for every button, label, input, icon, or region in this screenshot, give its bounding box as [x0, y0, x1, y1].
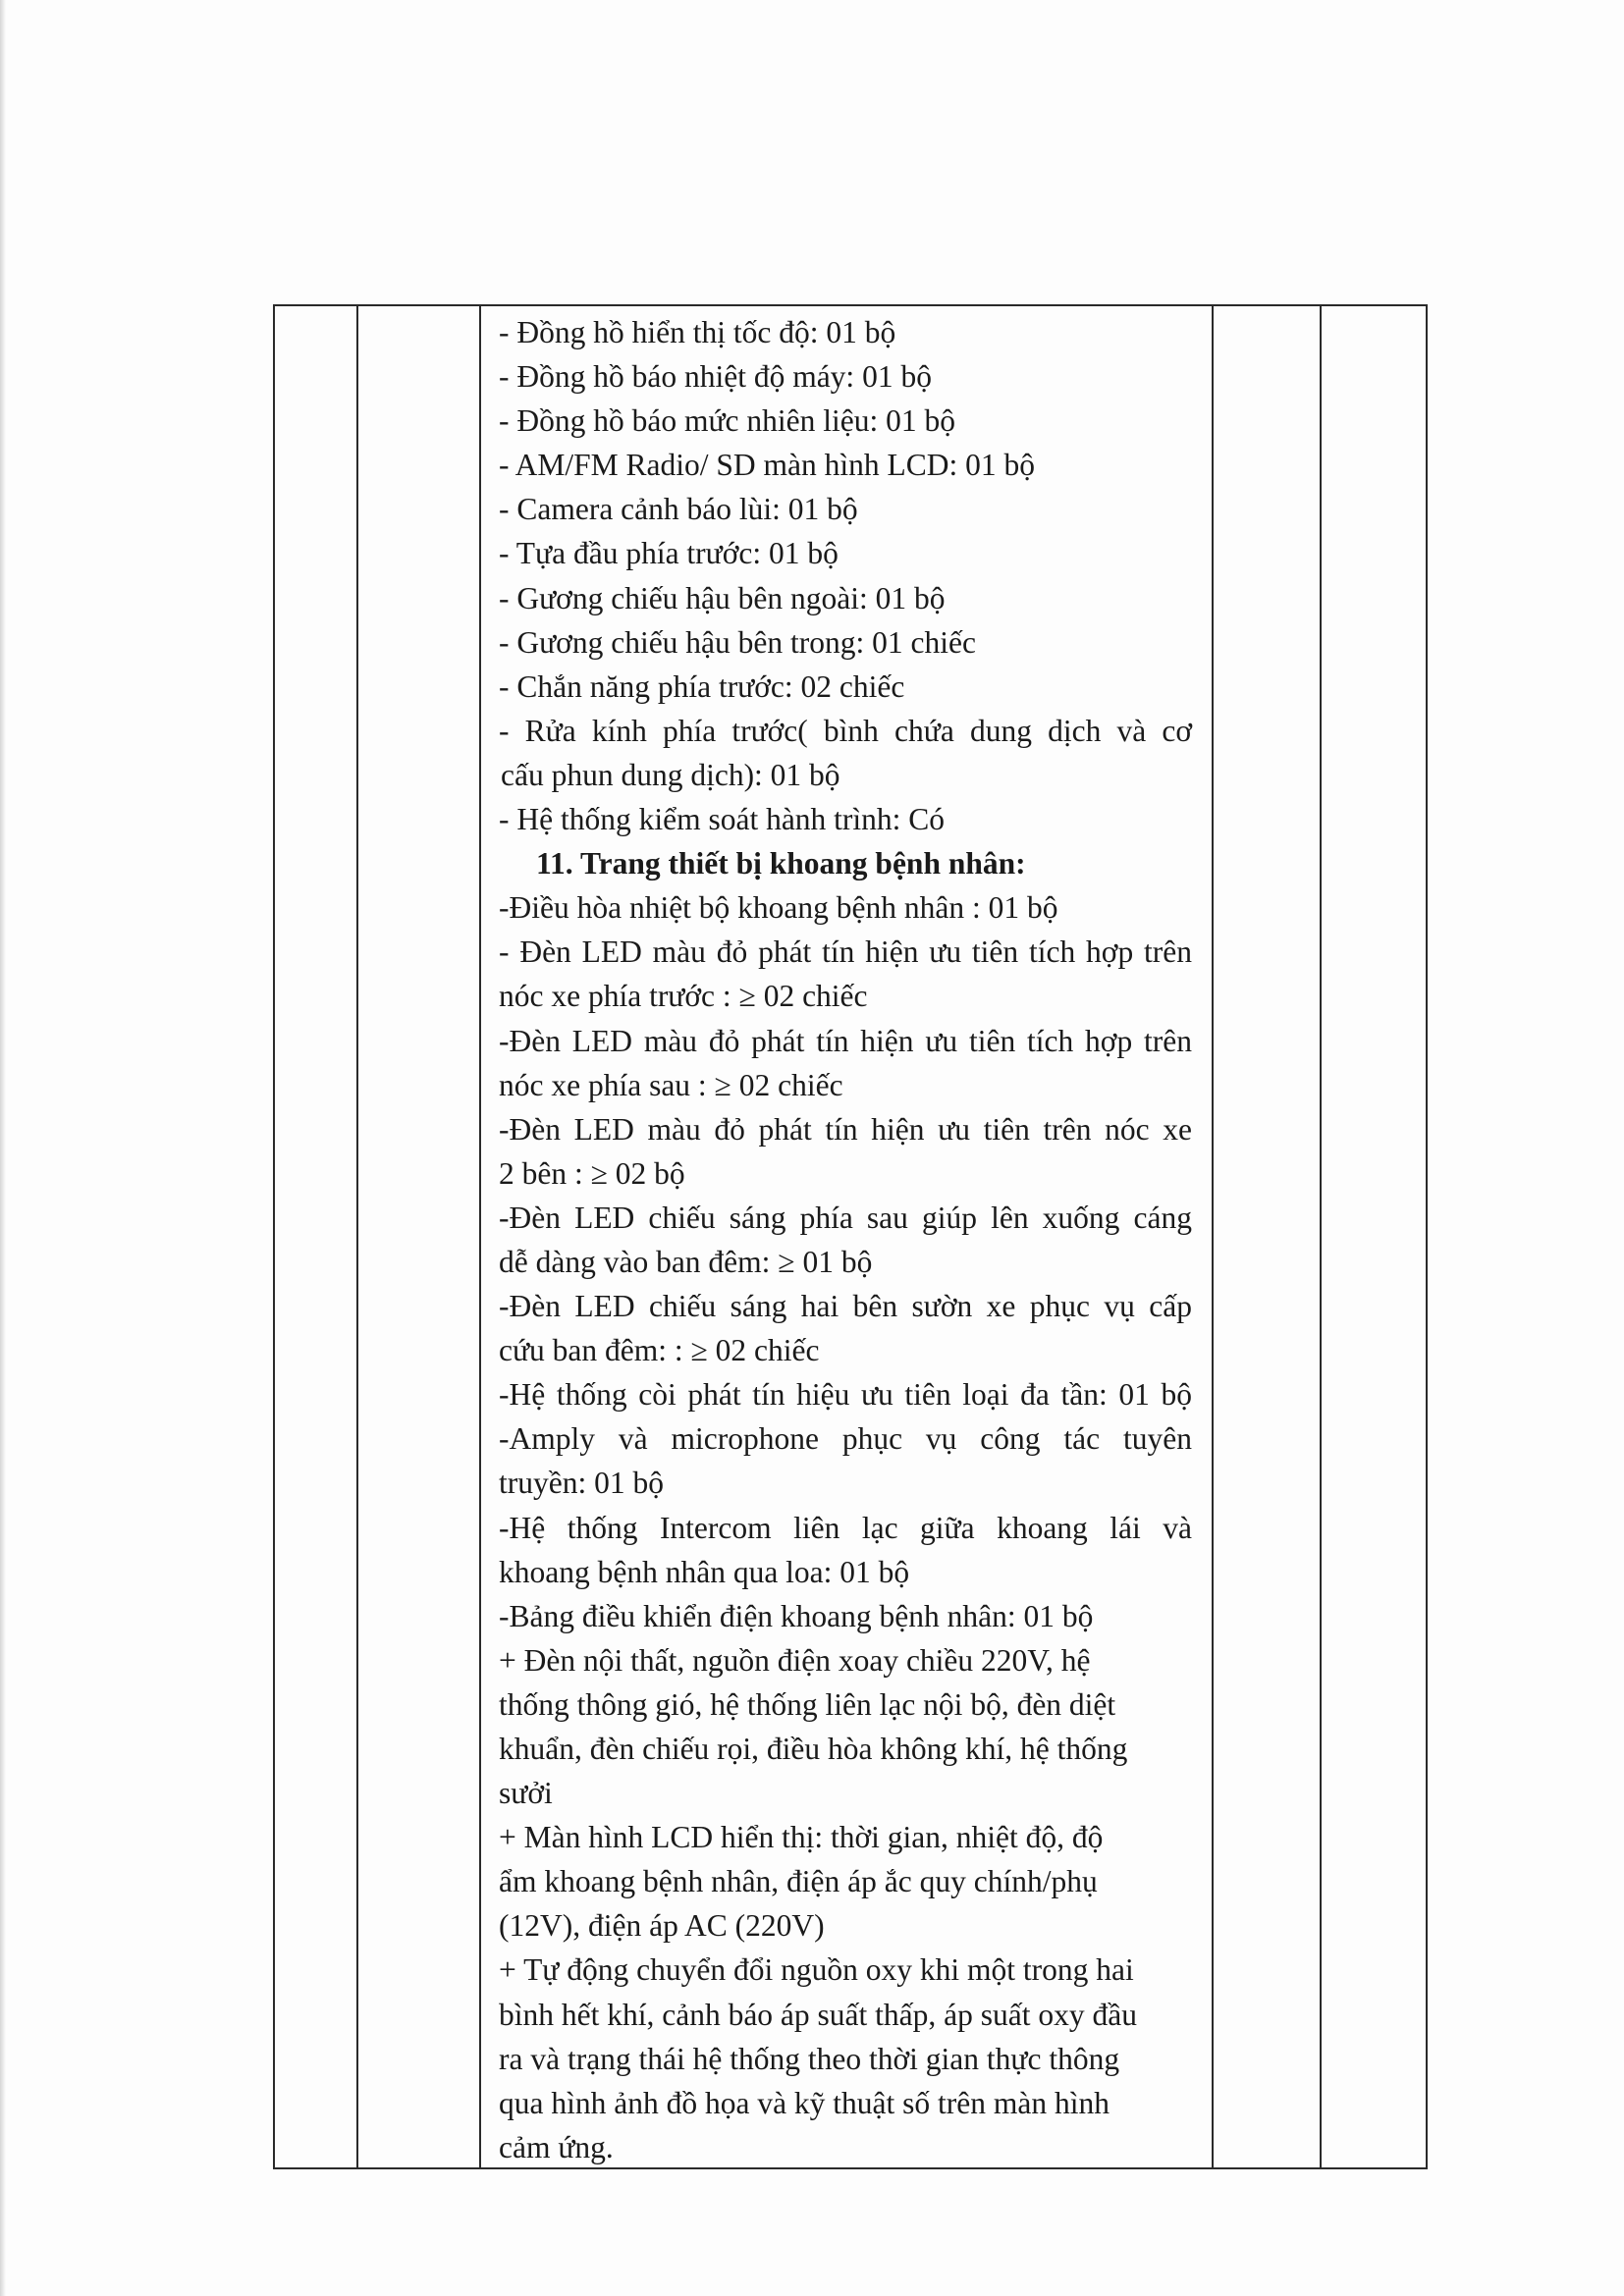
spec-line: -Đèn LED chiếu sáng hai bên sườn xe phục vụ cấp — [499, 1289, 1192, 1324]
spec-line: - Hệ thống kiểm soát hành trình: Có — [499, 802, 946, 837]
spec-line: sưởi — [499, 1776, 553, 1811]
spec-line: - Đồng hồ hiển thị tốc độ: 01 bộ — [499, 315, 896, 349]
section-heading: 11. Trang thiết bị khoang bệnh nhân: — [536, 846, 1026, 881]
spec-line: -Đèn LED màu đỏ phát tín hiện ưu tiên tích hợp trên — [499, 1023, 1192, 1058]
spec-line: ra và trạng thái hệ thống theo thời gian thực thông — [499, 2041, 1120, 2076]
spec-line: bình hết khí, cảnh báo áp suất thấp, áp suất oxy đầu — [499, 1997, 1137, 2032]
spec-line: - Gương chiếu hậu bên trong: 01 chiếc — [499, 624, 976, 660]
spec-line: -Amply và microphone phục vụ công tác tuyên — [499, 1421, 1192, 1457]
spec-line: - Chắn năng phía trước: 02 chiếc — [499, 668, 905, 704]
spec-line: (12V), điện áp AC (220V) — [499, 1908, 825, 1944]
scan-edge-shadow — [0, 0, 6, 2296]
spec-line: - Rửa kính phía trước( bình chứa dung dịch và cơ — [499, 713, 1192, 748]
spec-line: -Điều hòa nhiệt bộ khoang bệnh nhân : 01 bộ — [499, 890, 1058, 926]
spec-line: nóc xe phía trước : ≥ 02 chiếc — [499, 979, 868, 1014]
spec-line: - Đồng hồ báo nhiệt độ máy: 01 bộ — [499, 359, 932, 395]
spec-line: qua hình ảnh đồ họa và kỹ thuật số trên màn hình — [499, 2085, 1110, 2120]
spec-line: khuẩn, đèn chiếu rọi, điều hòa không khí, hệ thống — [499, 1732, 1128, 1766]
spec-line: -Đèn LED màu đỏ phát tín hiện ưu tiên trên nóc xe — [499, 1111, 1192, 1147]
spec-line: + Tự động chuyển đổi nguồn oxy khi một trong hai — [499, 1952, 1134, 1988]
spec-table — [273, 304, 1428, 2169]
spec-line: - AM/FM Radio/ SD màn hình LCD: 01 bộ — [499, 448, 1036, 483]
column-divider — [479, 306, 481, 2167]
spec-line: thống thông gió, hệ thống liên lạc nội bộ, đèn diệt — [499, 1686, 1116, 1722]
spec-line: dễ dàng vào ban đêm: ≥ 01 bộ — [499, 1244, 873, 1279]
spec-line: -Hệ thống còi phát tín hiệu ưu tiên loại đa tần: 01 bộ — [499, 1377, 1192, 1413]
spec-line: - Đèn LED màu đỏ phát tín hiện ưu tiên tích hợp trên — [499, 934, 1192, 970]
spec-line: -Đèn LED chiếu sáng phía sau giúp lên xuống cáng — [499, 1200, 1192, 1235]
spec-line: -Hệ thống Intercom liên lạc giữa khoang lái và — [499, 1510, 1192, 1545]
spec-line: - Đồng hồ báo mức nhiên liệu: 01 bộ — [499, 403, 955, 439]
spec-line: - Gương chiếu hậu bên ngoài: 01 bộ — [499, 580, 946, 615]
spec-line: + Đèn nội thất, nguồn điện xoay chiều 220V, hệ — [499, 1642, 1091, 1678]
spec-line: cảm ứng. — [499, 2129, 614, 2164]
spec-description-cell — [499, 310, 1192, 2169]
spec-line: cứu ban đêm: : ≥ 02 chiếc — [499, 1333, 820, 1368]
spec-line: - Camera cảnh báo lùi: 01 bộ — [499, 492, 858, 527]
column-divider — [356, 306, 358, 2167]
spec-line: nóc xe phía sau : ≥ 02 chiếc — [499, 1067, 843, 1102]
spec-line: truyền: 01 bộ — [499, 1466, 664, 1501]
spec-line: + Màn hình LCD hiển thị: thời gian, nhiệt độ, độ — [499, 1820, 1104, 1855]
spec-line: - Tựa đầu phía trước: 01 bộ — [499, 536, 839, 571]
spec-line: ẩm khoang bệnh nhân, điện áp ắc quy chính/phụ — [499, 1864, 1098, 1899]
spec-line: cấu phun dung dịch): 01 bộ — [501, 757, 840, 792]
spec-line: -Bảng điều khiển điện khoang bệnh nhân: 01 bộ — [499, 1598, 1094, 1633]
spec-line: khoang bệnh nhân qua loa: 01 bộ — [499, 1554, 910, 1589]
column-divider — [1212, 306, 1214, 2167]
column-divider — [1320, 306, 1322, 2167]
spec-line: 2 bên : ≥ 02 bộ — [499, 1155, 685, 1191]
